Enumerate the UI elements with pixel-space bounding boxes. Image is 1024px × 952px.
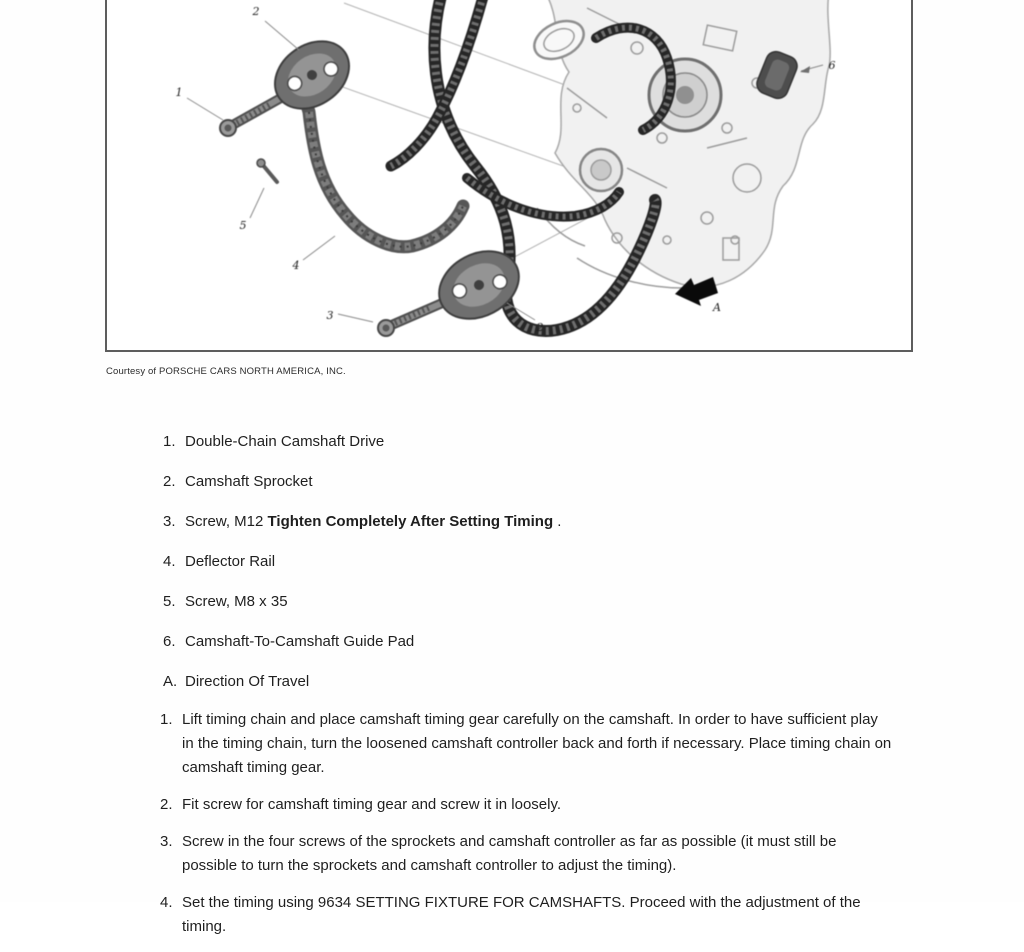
legend-item-number: A. — [163, 673, 178, 690]
legend-item — [163, 632, 803, 652]
legend-item — [163, 552, 803, 572]
camshaft-sprocket-top-art — [262, 27, 362, 122]
legend-item — [163, 592, 803, 612]
instruction-step — [160, 830, 893, 878]
legend-item — [163, 472, 803, 492]
engine-timing-diagram — [107, 0, 911, 350]
legend-item — [163, 432, 803, 452]
callout-label: 2 — [252, 5, 260, 18]
legend-item-label: Direction Of Travel — [185, 673, 310, 690]
instruction-step-number: 3. — [160, 833, 173, 850]
instruction-step-number: 1. — [160, 711, 173, 728]
legend-item-label: Screw, M8 x 35 — [185, 593, 288, 610]
legend-list — [163, 432, 803, 712]
callout-label: 4 — [292, 259, 300, 272]
callout-label: 2 — [536, 321, 544, 334]
callout-label: A — [713, 301, 721, 314]
callout-label: 6 — [828, 59, 836, 72]
instruction-step-number: 2. — [160, 796, 173, 813]
instruction-step — [160, 891, 893, 939]
figure-frame — [105, 0, 913, 352]
instruction-step-text: Lift timing chain and place camshaft timing gear carefully on the camshaft. In order to have sufficient play in the timing chain, turn the loosened camshaft controller back and forth if necessary. Place timing chain on camshaft timing gear. — [182, 711, 892, 776]
legend-item-number: 4. — [163, 553, 176, 570]
courtesy-caption: Courtesy of PORSCHE CARS NORTH AMERICA, INC. — [106, 366, 346, 377]
legend-item-number: 1. — [163, 433, 176, 450]
legend-item — [163, 672, 803, 692]
callout-label: 5 — [239, 219, 247, 232]
legend-item-label: Camshaft-To-Camshaft Guide Pad — [185, 633, 415, 650]
legend-item-label: Camshaft Sprocket — [185, 473, 313, 490]
instruction-step-text: Set the timing using 9634 SETTING FIXTURE FOR CAMSHAFTS. Proceed with the adjustment of the timing. — [182, 894, 861, 935]
callout-label: 3 — [326, 309, 334, 322]
legend-item-number: 2. — [163, 473, 176, 490]
legend-item-number: 6. — [163, 633, 176, 650]
legend-item-number: 3. — [163, 513, 176, 530]
legend-item-label: Deflector Rail — [185, 553, 276, 570]
legend-item-label: Double-Chain Camshaft Drive — [185, 433, 385, 450]
callout-label: 1 — [175, 86, 183, 99]
legend-item-label: Screw, M12 Tighten Completely After Setting Timing . — [185, 513, 562, 530]
instruction-step-text: Screw in the four screws of the sprockets and camshaft controller as far as possible (it must still be possible to turn the sprockets and camshaft controller to adjust the timing). — [182, 833, 837, 874]
instruction-step-number: 4. — [160, 894, 173, 911]
instruction-step — [160, 708, 893, 780]
legend-item-number: 5. — [163, 593, 176, 610]
legend-item — [163, 512, 803, 532]
screw-m8-art — [257, 159, 277, 182]
engine-block-art — [528, 0, 830, 288]
instruction-step — [160, 793, 893, 817]
instruction-step-text: Fit screw for camshaft timing gear and screw it in loosely. — [182, 796, 562, 813]
instruction-list — [160, 708, 893, 952]
